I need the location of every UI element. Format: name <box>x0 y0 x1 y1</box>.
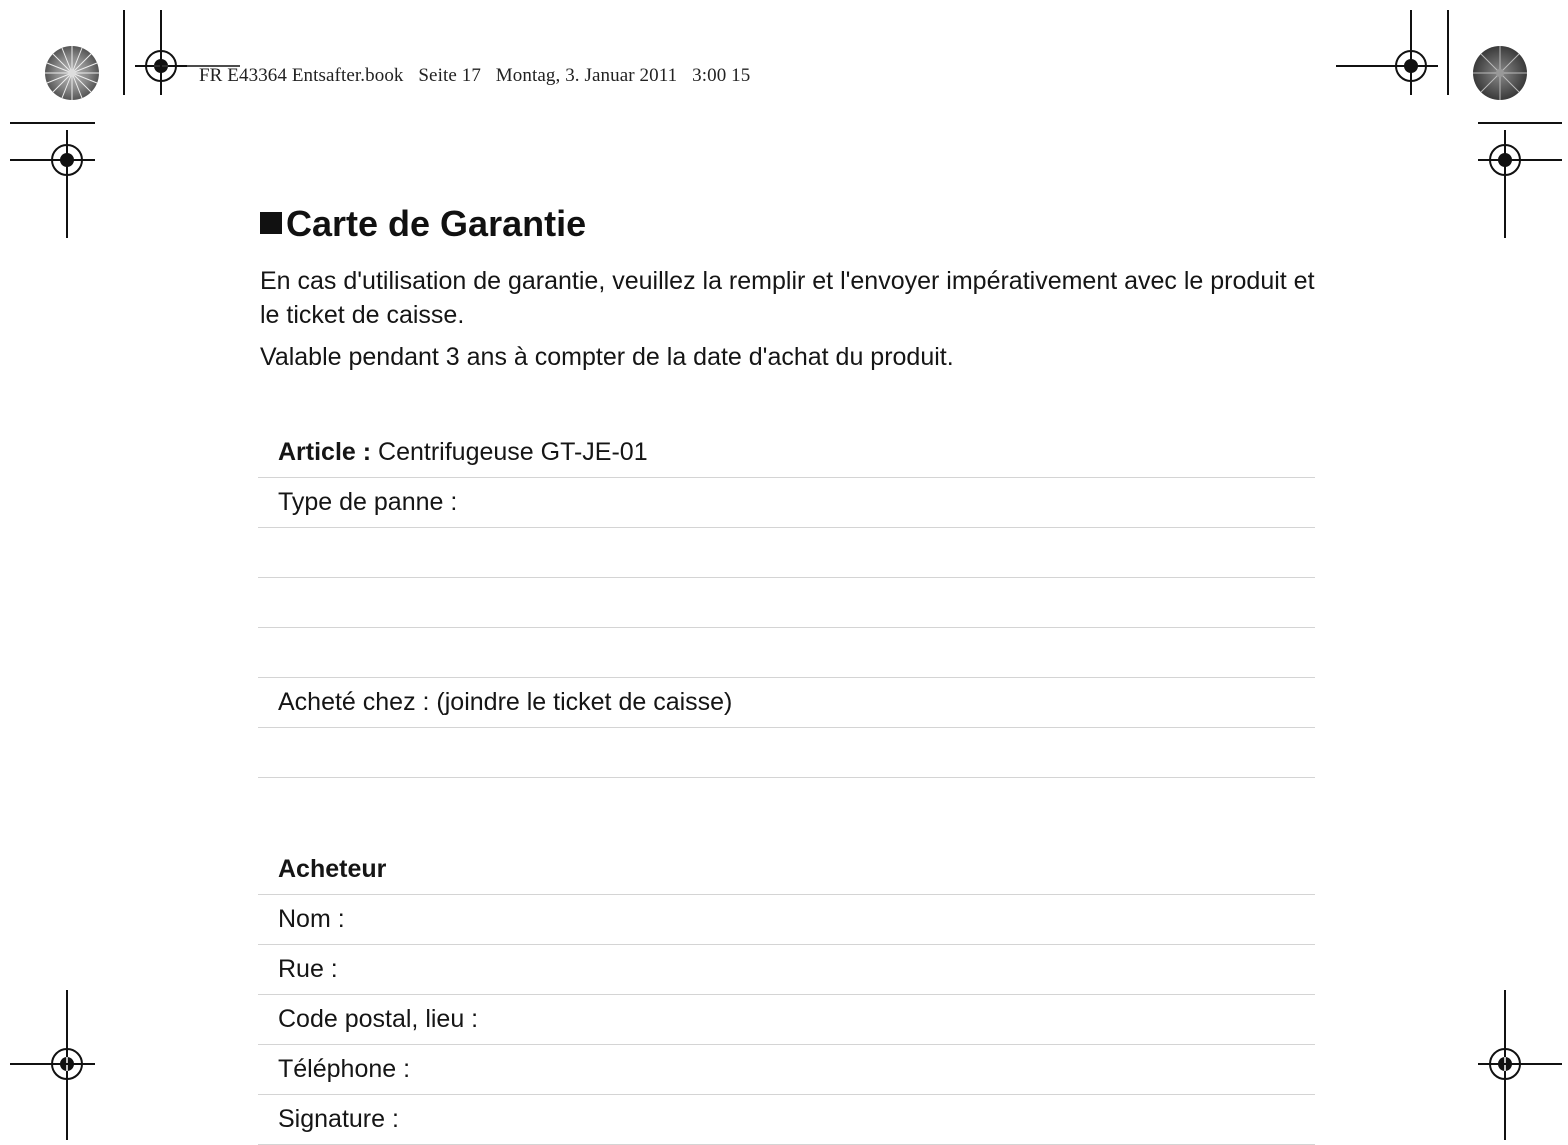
article-value: Centrifugeuse GT-JE-01 <box>378 438 648 466</box>
street-row[interactable] <box>258 945 1315 995</box>
name-label: Nom : <box>278 905 345 933</box>
registration-mark-icon <box>1478 990 1562 1140</box>
fault-type-line-2[interactable] <box>258 528 1315 578</box>
street-label: Rue : <box>278 955 338 983</box>
slug-file: FR E43364 Entsafter.book <box>199 65 404 86</box>
bought-at-label: Acheté chez : (joindre le ticket de caisse) <box>278 688 733 716</box>
page-title <box>260 202 586 246</box>
fault-type-row[interactable] <box>258 478 1315 528</box>
slug-page: Seite 17 <box>418 65 481 86</box>
phone-row[interactable] <box>258 1045 1315 1095</box>
color-wheel-icon <box>45 46 99 100</box>
name-row[interactable] <box>258 895 1315 945</box>
intro-paragraph-1: En cas d'utilisation de garantie, veuillez la remplir et l'envoyer impérativement avec le produit et le ticket de caisse. <box>260 267 1315 329</box>
article-label: Article : <box>278 438 372 466</box>
intro-text <box>260 264 1320 374</box>
article-row <box>258 428 1315 478</box>
fault-type-line-3[interactable] <box>258 578 1315 628</box>
fault-type-line-4[interactable] <box>258 628 1315 678</box>
slug-time: 3:00 15 <box>692 65 751 86</box>
signature-label: Signature : <box>278 1105 399 1133</box>
grayscale-wheel-icon <box>1473 46 1527 100</box>
print-slug-line <box>199 65 760 87</box>
fault-type-label: Type de panne : <box>278 488 458 516</box>
black-square-bullet-icon <box>260 212 282 234</box>
postal-row[interactable] <box>258 995 1315 1045</box>
registration-mark-icon <box>10 990 95 1140</box>
registration-mark-icon <box>1478 123 1562 238</box>
postal-label: Code postal, lieu : <box>278 1005 479 1033</box>
product-fields <box>258 428 1315 778</box>
bought-at-line-2[interactable] <box>258 728 1315 778</box>
phone-label: Téléphone : <box>278 1055 411 1083</box>
buyer-heading: Acheteur <box>278 855 387 883</box>
bought-at-row[interactable] <box>258 678 1315 728</box>
buyer-fields <box>258 845 1315 1145</box>
signature-row[interactable] <box>258 1095 1315 1145</box>
registration-mark-icon <box>1336 10 1438 95</box>
slug-date: Montag, 3. Januar 2011 <box>495 65 678 86</box>
buyer-heading-row <box>258 845 1315 895</box>
registration-mark-icon <box>10 123 95 238</box>
intro-paragraph-2: Valable pendant 3 ans à compter de la date d'achat du produit. <box>260 343 954 371</box>
page-title-text: Carte de Garantie <box>286 203 587 244</box>
